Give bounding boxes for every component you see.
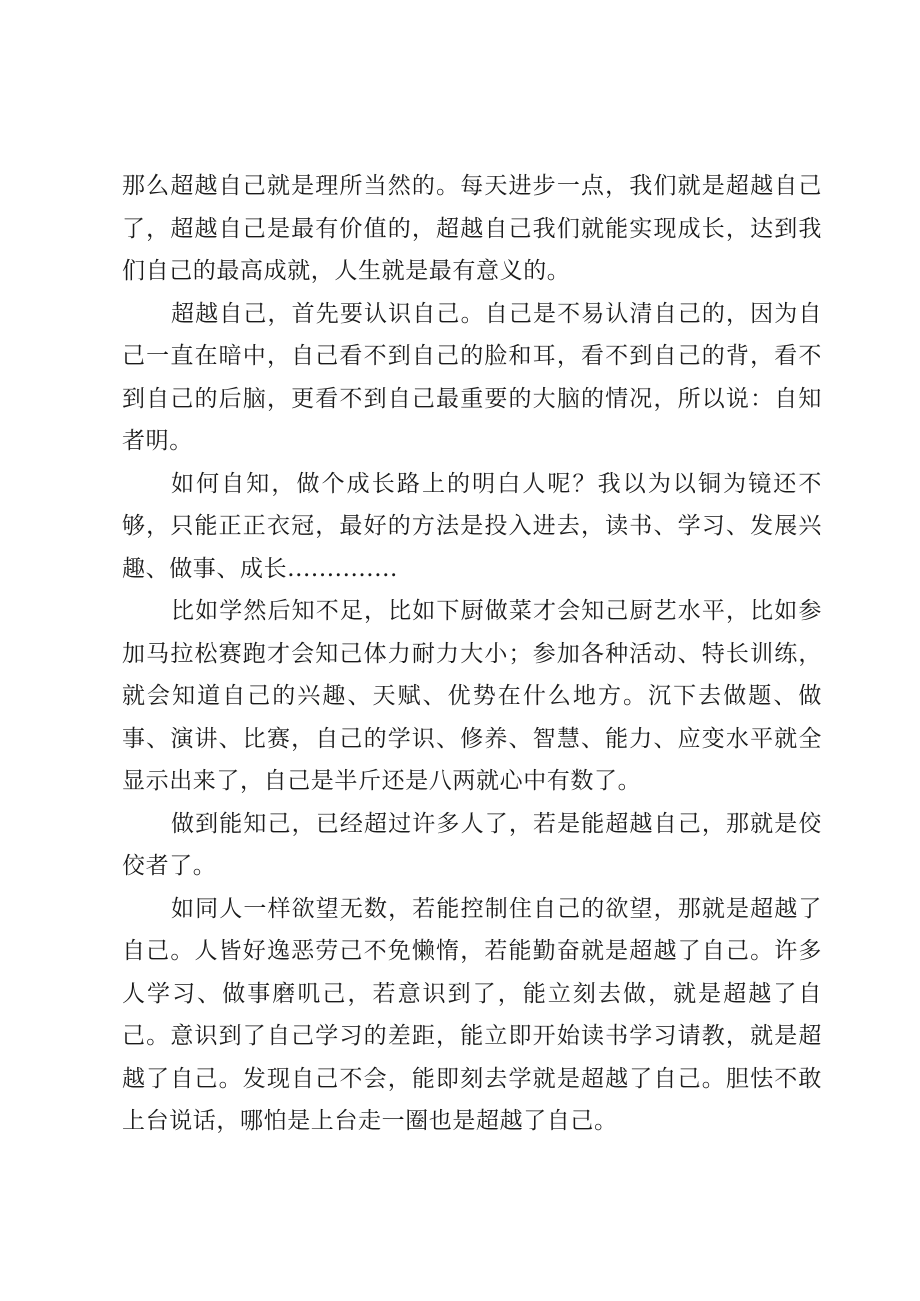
paragraph-1: 那么超越自己就是理所当然的。每天进步一点，我们就是超越自己了，超越自己是最有价值的，超越自己我们就能实现成长，达到我们自己的最高成就，人生就是最有意义的。 xyxy=(122,173,822,284)
paragraph-2: 超越自己，首先要认识自己。自己是不易认清自己的，因为自己一直在暗中，自己看不到自己的脸和耳，看不到自己的背，看不到自己的后脑，更看不到自己最重要的大脑的情况，所以说：自知者明。 xyxy=(122,300,822,454)
paragraph-3: 如何自知，做个成长路上的明白人呢？我以为以铜为镜还不够，只能正正衣冠，最好的方法是投入进去，读书、学习、发展兴趣、做事、成长.............. xyxy=(122,470,822,582)
paragraph-4: 比如学然后知不足，比如下厨做菜才会知己厨艺水平，比如参加马拉松赛跑才会知己体力耐力大小；参加各种活动、特长训练，就会知道自己的兴趣、天赋、优势在什么地方。沉下去做题、做事、演讲、比赛，自己的学识、修养、智慧、能力、应变水平就全显示出来了，自己是半斤还是八两就心中有数了。 xyxy=(122,598,822,794)
document-body xyxy=(122,165,822,1143)
paragraph-6: 如同人一样欲望无数，若能控制住自己的欲望，那就是超越了自己。人皆好逸恶劳己不免懒惰，若能勤奋就是超越了自己。许多人学习、做事磨叽己，若意识到了，能立刻去做，就是超越了自己。意识到了自己学习的差距，能立即开始读书学习请教，就是超越了自己。发现自己不会，能即刻去学就是超越了自己。胆怯不敢上台说话，哪怕是上台走一圈也是超越了自己。 xyxy=(122,895,822,1134)
paragraph-5: 做到能知己，已经超过许多人了，若是能超越自己，那就是佼佼者了。 xyxy=(122,810,822,879)
